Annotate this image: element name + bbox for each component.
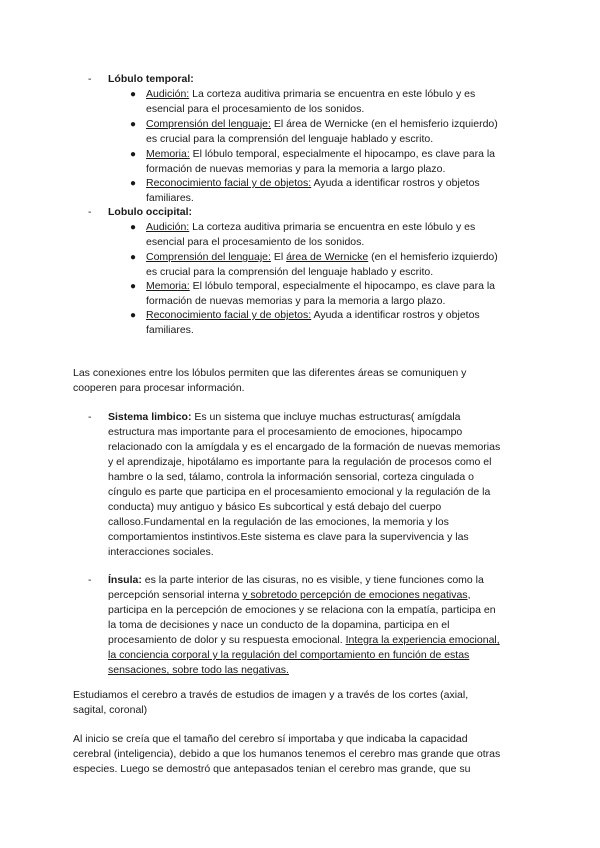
bullet-icon: ● bbox=[130, 252, 137, 263]
item-label: Audición: bbox=[146, 88, 190, 100]
bullet-icon: ● bbox=[130, 119, 137, 130]
paragraph-line: Al inicio se creía que el tamaño del cerebro sí importaba y que indicaba la capacidad bbox=[73, 733, 468, 745]
list-dash: - bbox=[88, 73, 92, 85]
paragraph-line: y el aprendizaje, hipotálamo es importante para la regulación de procesos como el bbox=[108, 456, 492, 468]
item-text: familiares. bbox=[146, 324, 194, 336]
item-text: formación de nuevas memorias y para la memoria a largo plazo. bbox=[146, 163, 446, 175]
connections-paragraph bbox=[73, 366, 513, 396]
paragraph-line: relacionado con la amígdala y es el encargado de la formación de nuevas memorias bbox=[108, 441, 501, 453]
paragraph-line: procesamiento de dolor y su respuesta emocional. bbox=[108, 634, 346, 646]
item-text: Ayuda a identificar rostros y objetos bbox=[311, 309, 480, 321]
paragraph-line: sagital, coronal) bbox=[73, 704, 148, 716]
paragraph-line: comportamientos instintivos.Este sistema es clave para la supervivencia y las bbox=[108, 531, 469, 543]
occipital-heading: Lobulo occipital: bbox=[108, 206, 192, 218]
paragraph-line: la toma de decisiones y nace un conducto de la dopamina, participa en el bbox=[108, 619, 450, 631]
item-text: El lóbulo temporal, especialmente el hipocampo, es clave para la bbox=[189, 148, 496, 160]
item-text: El lóbulo temporal, especialmente el hipocampo, es clave para la bbox=[189, 280, 496, 292]
paragraph-line: participa en la percepción de emociones y se relaciona con la empatía, participa en bbox=[108, 604, 496, 616]
item-text: es crucial para la comprensión del lenguaje hablado y escrito. bbox=[146, 266, 434, 278]
item-label: Reconocimiento facial y de objetos: bbox=[146, 177, 312, 189]
temporal-heading: Lóbulo temporal: bbox=[108, 73, 194, 85]
paragraph-line: Las conexiones entre los lóbulos permiten que las diferentes áreas se comuniquen y bbox=[73, 367, 467, 379]
paragraph-line: percepción sensorial interna bbox=[108, 589, 243, 601]
item-text: familiares. bbox=[146, 192, 194, 204]
paragraph-line: cíngulo es parte que participa en el procesamiento emocional y la regulación de la bbox=[108, 486, 491, 498]
paragraph-line: conducta) muy antiguo y básico Es subcortical y está debajo del cuerpo bbox=[108, 501, 442, 513]
item-text: La corteza auditiva primaria se encuentra en este lóbulo y es bbox=[189, 88, 476, 100]
item-label: Comprensión del lenguaje: bbox=[146, 251, 271, 263]
item-text: (en el hemisferio izquierdo) bbox=[368, 251, 498, 263]
bullet-icon: ● bbox=[130, 222, 137, 233]
wernicke-link: área de Wernicke bbox=[286, 251, 369, 263]
paragraph-line: cooperen para procesar información. bbox=[73, 382, 245, 394]
underlined-text: Integra la experiencia emocional, bbox=[345, 634, 500, 646]
item-label: Comprensión del lenguaje: bbox=[146, 118, 271, 130]
item-label: Reconocimiento facial y de objetos: bbox=[146, 309, 312, 321]
history-paragraph bbox=[73, 732, 513, 777]
list-dash: - bbox=[88, 574, 92, 586]
paragraph-line: Es un sistema que incluye muchas estructuras( amígdala bbox=[191, 411, 461, 423]
underlined-text: sensaciones, sobre todo las negativas. bbox=[108, 664, 289, 676]
bullet-icon: ● bbox=[130, 149, 137, 160]
paragraph-line: estructura mas importante para el procesamiento de emociones, hipocampo bbox=[108, 426, 463, 438]
paragraph-line: hambre o la sed, tálamo, controla la información sensorial, corteza cingulada o bbox=[108, 471, 474, 483]
paragraph-line: , bbox=[467, 589, 471, 601]
item-label: Memoria: bbox=[146, 148, 190, 160]
paragraph-line: calloso.Fundamental en la regulación de las emociones, la memoria y los bbox=[108, 516, 449, 528]
paragraph-line: especies. Luego se demostró que antepasados tenian el cerebro mas grande, que su bbox=[73, 763, 471, 775]
bullet-icon: ● bbox=[130, 89, 137, 100]
item-text: El área de Wernicke (en el hemisferio izquierdo) bbox=[270, 118, 498, 130]
underlined-text: la conciencia corporal y la regulación del comportamiento en función de estas bbox=[108, 649, 470, 661]
bullet-icon: ● bbox=[130, 281, 137, 292]
underlined-text: y sobretodo percepción de emociones negativas bbox=[242, 589, 468, 601]
item-label: Memoria: bbox=[146, 280, 190, 292]
item-text: La corteza auditiva primaria se encuentra en este lóbulo y es bbox=[189, 221, 476, 233]
item-text: Ayuda a identificar rostros y objetos bbox=[311, 177, 480, 189]
paragraph-line: Estudiamos el cerebro a través de estudios de imagen y a través de los cortes (axial, bbox=[73, 689, 469, 701]
bullet-icon: ● bbox=[130, 310, 137, 321]
item-text: El bbox=[270, 251, 287, 263]
paragraph-line: es la parte interior de las cisuras, no es visible, y tiene funciones como la bbox=[141, 574, 484, 586]
item-text: es crucial para la comprensión del lenguaje hablado y escrito. bbox=[146, 133, 434, 145]
bullet-icon: ● bbox=[130, 178, 137, 189]
list-dash: - bbox=[88, 411, 92, 423]
paragraph-line: interacciones sociales. bbox=[108, 546, 214, 558]
study-paragraph bbox=[73, 688, 513, 718]
insula-heading: Ínsula: bbox=[108, 574, 142, 586]
item-label: Audición: bbox=[146, 221, 190, 233]
list-dash: - bbox=[88, 206, 92, 218]
item-text: esencial para el procesamiento de los sonidos. bbox=[146, 236, 365, 248]
item-text: formación de nuevas memorias y para la memoria a largo plazo. bbox=[146, 295, 446, 307]
limbic-heading: Sistema limbico: bbox=[108, 411, 192, 423]
paragraph-line: cerebral (inteligencia), debido a que los humanos tenemos el cerebro mas grande que otras bbox=[73, 748, 501, 760]
item-text: esencial para el procesamiento de los sonidos. bbox=[146, 103, 365, 115]
